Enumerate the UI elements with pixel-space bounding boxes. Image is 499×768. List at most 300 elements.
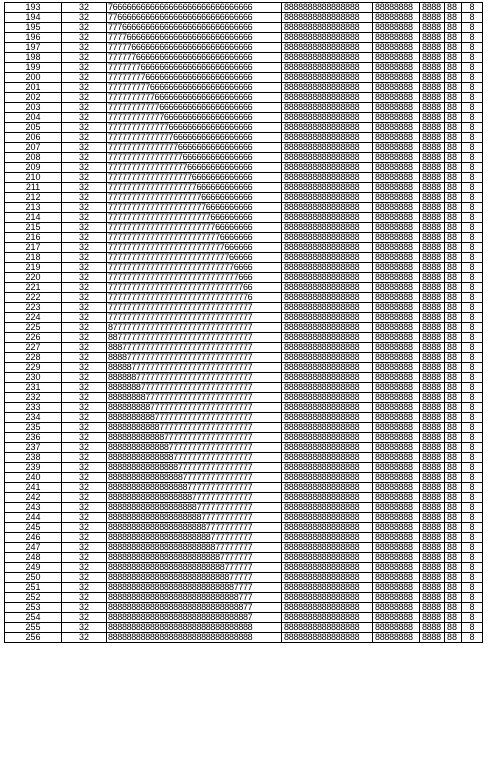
index-cell: 248 — [5, 553, 62, 563]
hex4-cell: 8888 — [420, 253, 445, 263]
hex8-cell: 88888888 — [373, 273, 420, 283]
index-cell: 252 — [5, 593, 62, 603]
pattern-cell: 8888888888888888888777777777777 — [107, 503, 282, 513]
hex2-cell: 88 — [445, 183, 462, 193]
hex8-cell: 88888888 — [373, 543, 420, 553]
hex16-cell: 8888888888888888 — [282, 513, 373, 523]
hex8-cell: 88888888 — [373, 173, 420, 183]
pattern-cell: 7777777666666666666666666666666 — [107, 63, 282, 73]
index-cell: 241 — [5, 483, 62, 493]
hex4-cell: 8888 — [420, 113, 445, 123]
hex16-cell: 8888888888888888 — [282, 233, 373, 243]
width-cell: 32 — [62, 423, 107, 433]
hex8-cell: 88888888 — [373, 353, 420, 363]
index-cell: 250 — [5, 573, 62, 583]
pattern-cell: 8888888888888888888888888877777 — [107, 573, 282, 583]
hex4-cell: 8888 — [420, 123, 445, 133]
width-cell: 32 — [62, 293, 107, 303]
hex1-cell: 8 — [462, 563, 483, 573]
width-cell: 32 — [62, 373, 107, 383]
index-cell: 212 — [5, 193, 62, 203]
hex1-cell: 8 — [462, 393, 483, 403]
hex4-cell: 8888 — [420, 593, 445, 603]
table-row — [5, 193, 483, 203]
hex2-cell: 88 — [445, 3, 462, 13]
hex2-cell: 88 — [445, 473, 462, 483]
table-row — [5, 623, 483, 633]
table-row — [5, 483, 483, 493]
hex8-cell: 88888888 — [373, 213, 420, 223]
index-cell: 237 — [5, 443, 62, 453]
hex2-cell: 88 — [445, 513, 462, 523]
table-row — [5, 303, 483, 313]
hex1-cell: 8 — [462, 453, 483, 463]
width-cell: 32 — [62, 513, 107, 523]
hex1-cell: 8 — [462, 333, 483, 343]
width-cell: 32 — [62, 93, 107, 103]
hex2-cell: 88 — [445, 463, 462, 473]
hex2-cell: 88 — [445, 363, 462, 373]
hex4-cell: 8888 — [420, 623, 445, 633]
index-cell: 230 — [5, 373, 62, 383]
index-cell: 215 — [5, 223, 62, 233]
hex1-cell: 8 — [462, 403, 483, 413]
hex8-cell: 88888888 — [373, 583, 420, 593]
index-cell: 209 — [5, 163, 62, 173]
pattern-cell: 7777777777777777777777766666666 — [107, 223, 282, 233]
hex4-cell: 8888 — [420, 613, 445, 623]
hex16-cell: 8888888888888888 — [282, 413, 373, 423]
hex16-cell: 8888888888888888 — [282, 253, 373, 263]
hex1-cell: 8 — [462, 233, 483, 243]
table-row — [5, 513, 483, 523]
hex8-cell: 88888888 — [373, 333, 420, 343]
index-cell: 220 — [5, 273, 62, 283]
hex8-cell: 88888888 — [373, 573, 420, 583]
table-row — [5, 503, 483, 513]
hex2-cell: 88 — [445, 203, 462, 213]
width-cell: 32 — [62, 463, 107, 473]
table-row — [5, 113, 483, 123]
hex1-cell: 8 — [462, 303, 483, 313]
hex4-cell: 8888 — [420, 413, 445, 423]
hex16-cell: 8888888888888888 — [282, 63, 373, 73]
hex8-cell: 88888888 — [373, 43, 420, 53]
width-cell: 32 — [62, 543, 107, 553]
hex4-cell: 8888 — [420, 143, 445, 153]
hex16-cell: 8888888888888888 — [282, 623, 373, 633]
table-row — [5, 83, 483, 93]
width-cell: 32 — [62, 503, 107, 513]
hex1-cell: 8 — [462, 343, 483, 353]
width-cell: 32 — [62, 223, 107, 233]
table-row — [5, 563, 483, 573]
hex4-cell: 8888 — [420, 203, 445, 213]
hex2-cell: 88 — [445, 23, 462, 33]
hex2-cell: 88 — [445, 603, 462, 613]
hex8-cell: 88888888 — [373, 223, 420, 233]
index-cell: 232 — [5, 393, 62, 403]
hex16-cell: 8888888888888888 — [282, 283, 373, 293]
hex8-cell: 88888888 — [373, 203, 420, 213]
hex8-cell: 88888888 — [373, 293, 420, 303]
hex16-cell: 8888888888888888 — [282, 303, 373, 313]
index-cell: 234 — [5, 413, 62, 423]
hex2-cell: 88 — [445, 443, 462, 453]
width-cell: 32 — [62, 433, 107, 443]
hex2-cell: 88 — [445, 313, 462, 323]
pattern-cell: 7777777777777776666666666666666 — [107, 143, 282, 153]
pattern-cell: 8888888888888888888888888888888 — [107, 633, 282, 643]
table-row — [5, 543, 483, 553]
pattern-cell: 7766666666666666666666666666666 — [107, 13, 282, 23]
index-cell: 225 — [5, 323, 62, 333]
hex2-cell: 88 — [445, 613, 462, 623]
hex4-cell: 8888 — [420, 103, 445, 113]
width-cell: 32 — [62, 603, 107, 613]
hex16-cell: 8888888888888888 — [282, 33, 373, 43]
table-row — [5, 633, 483, 643]
hex1-cell: 8 — [462, 223, 483, 233]
hex2-cell: 88 — [445, 483, 462, 493]
hex1-cell: 8 — [462, 213, 483, 223]
table-row — [5, 53, 483, 63]
width-cell: 32 — [62, 53, 107, 63]
hex16-cell: 8888888888888888 — [282, 43, 373, 53]
table-row — [5, 373, 483, 383]
width-cell: 32 — [62, 333, 107, 343]
pattern-cell: 8888888888888888888888888887777 — [107, 583, 282, 593]
pattern-cell: 7777777777777777777777777777766 — [107, 283, 282, 293]
width-cell: 32 — [62, 63, 107, 73]
hex8-cell: 88888888 — [373, 153, 420, 163]
hex16-cell: 8888888888888888 — [282, 443, 373, 453]
hex4-cell: 8888 — [420, 363, 445, 373]
width-cell: 32 — [62, 253, 107, 263]
hex8-cell: 88888888 — [373, 633, 420, 643]
hex8-cell: 88888888 — [373, 613, 420, 623]
hex1-cell: 8 — [462, 473, 483, 483]
table-row — [5, 403, 483, 413]
width-cell: 32 — [62, 103, 107, 113]
pattern-cell: 8888888888888777777777777777777 — [107, 443, 282, 453]
hex1-cell: 8 — [462, 103, 483, 113]
hex1-cell: 8 — [462, 383, 483, 393]
hex2-cell: 88 — [445, 403, 462, 413]
hex4-cell: 8888 — [420, 233, 445, 243]
hex8-cell: 88888888 — [373, 123, 420, 133]
hex1-cell: 8 — [462, 633, 483, 643]
table-row — [5, 523, 483, 533]
index-cell: 247 — [5, 543, 62, 553]
hex2-cell: 88 — [445, 503, 462, 513]
hex4-cell: 8888 — [420, 53, 445, 63]
width-cell: 32 — [62, 123, 107, 133]
hex16-cell: 8888888888888888 — [282, 193, 373, 203]
hex2-cell: 88 — [445, 243, 462, 253]
table-row — [5, 453, 483, 463]
hex1-cell: 8 — [462, 593, 483, 603]
index-cell: 216 — [5, 233, 62, 243]
pattern-cell: 7777777777777777777776666666666 — [107, 203, 282, 213]
index-cell: 239 — [5, 463, 62, 473]
hex8-cell: 88888888 — [373, 83, 420, 93]
table-row — [5, 133, 483, 143]
hex4-cell: 8888 — [420, 43, 445, 53]
hex2-cell: 88 — [445, 423, 462, 433]
pattern-cell: 7777776666666666666666666666666 — [107, 53, 282, 63]
hex16-cell: 8888888888888888 — [282, 343, 373, 353]
hex4-cell: 8888 — [420, 243, 445, 253]
pattern-cell: 7777777777777777777777777666666 — [107, 243, 282, 253]
table-row — [5, 233, 483, 243]
hex2-cell: 88 — [445, 53, 462, 63]
hex16-cell: 8888888888888888 — [282, 473, 373, 483]
hex16-cell: 8888888888888888 — [282, 173, 373, 183]
table-row — [5, 123, 483, 133]
hex1-cell: 8 — [462, 363, 483, 373]
hex2-cell: 88 — [445, 73, 462, 83]
hex4-cell: 8888 — [420, 393, 445, 403]
width-cell: 32 — [62, 163, 107, 173]
width-cell: 32 — [62, 43, 107, 53]
width-cell: 32 — [62, 303, 107, 313]
table-row — [5, 593, 483, 603]
hex2-cell: 88 — [445, 193, 462, 203]
pattern-cell: 7777777777777777666666666666666 — [107, 153, 282, 163]
width-cell: 32 — [62, 573, 107, 583]
hex1-cell: 8 — [462, 173, 483, 183]
hex2-cell: 88 — [445, 263, 462, 273]
pattern-cell: 8877777777777777777777777777777 — [107, 333, 282, 343]
index-cell: 221 — [5, 283, 62, 293]
pattern-cell: 8888888888888888777777777777777 — [107, 473, 282, 483]
width-cell: 32 — [62, 173, 107, 183]
width-cell: 32 — [62, 183, 107, 193]
pattern-cell: 7777777776666666666666666666666 — [107, 83, 282, 93]
hex16-cell: 8888888888888888 — [282, 313, 373, 323]
hex16-cell: 8888888888888888 — [282, 433, 373, 443]
hex1-cell: 8 — [462, 483, 483, 493]
hex1-cell: 8 — [462, 463, 483, 473]
width-cell: 32 — [62, 243, 107, 253]
hex2-cell: 88 — [445, 293, 462, 303]
hex16-cell: 8888888888888888 — [282, 133, 373, 143]
width-cell: 32 — [62, 313, 107, 323]
pattern-cell: 8888888888888888888888888777777 — [107, 563, 282, 573]
hex1-cell: 8 — [462, 113, 483, 123]
hex8-cell: 88888888 — [373, 443, 420, 453]
hex1-cell: 8 — [462, 283, 483, 293]
width-cell: 32 — [62, 413, 107, 423]
table-body — [5, 3, 483, 643]
hex4-cell: 8888 — [420, 513, 445, 523]
index-cell: 217 — [5, 243, 62, 253]
hex2-cell: 88 — [445, 213, 462, 223]
hex4-cell: 8888 — [420, 263, 445, 273]
width-cell: 32 — [62, 623, 107, 633]
index-cell: 207 — [5, 143, 62, 153]
hex16-cell: 8888888888888888 — [282, 363, 373, 373]
width-cell: 32 — [62, 453, 107, 463]
table-row — [5, 283, 483, 293]
hex4-cell: 8888 — [420, 443, 445, 453]
hex4-cell: 8888 — [420, 153, 445, 163]
index-cell: 255 — [5, 623, 62, 633]
table-row — [5, 143, 483, 153]
width-cell: 32 — [62, 393, 107, 403]
hex16-cell: 8888888888888888 — [282, 3, 373, 13]
index-cell: 243 — [5, 503, 62, 513]
hex1-cell: 8 — [462, 73, 483, 83]
hex1-cell: 8 — [462, 513, 483, 523]
hex4-cell: 8888 — [420, 163, 445, 173]
width-cell: 32 — [62, 383, 107, 393]
hex8-cell: 88888888 — [373, 13, 420, 23]
width-cell: 32 — [62, 593, 107, 603]
hex4-cell: 8888 — [420, 543, 445, 553]
index-cell: 242 — [5, 493, 62, 503]
pattern-cell: 7777777777777777777777666666666 — [107, 213, 282, 223]
hex1-cell: 8 — [462, 243, 483, 253]
hex8-cell: 88888888 — [373, 183, 420, 193]
table-row — [5, 333, 483, 343]
width-cell: 32 — [62, 143, 107, 153]
hex2-cell: 88 — [445, 343, 462, 353]
hex1-cell: 8 — [462, 193, 483, 203]
pattern-cell: 8888888888877777777777777777777 — [107, 423, 282, 433]
hex2-cell: 88 — [445, 383, 462, 393]
hex2-cell: 88 — [445, 553, 462, 563]
hex16-cell: 8888888888888888 — [282, 583, 373, 593]
hex1-cell: 8 — [462, 613, 483, 623]
hex8-cell: 88888888 — [373, 303, 420, 313]
width-cell: 32 — [62, 583, 107, 593]
table-row — [5, 33, 483, 43]
index-cell: 214 — [5, 213, 62, 223]
table-row — [5, 273, 483, 283]
pattern-cell: 8888888888888888877777777777777 — [107, 483, 282, 493]
hex1-cell: 8 — [462, 413, 483, 423]
hex2-cell: 88 — [445, 63, 462, 73]
index-cell: 200 — [5, 73, 62, 83]
index-cell: 219 — [5, 263, 62, 273]
hex16-cell: 8888888888888888 — [282, 383, 373, 393]
table-row — [5, 13, 483, 23]
hex16-cell: 8888888888888888 — [282, 13, 373, 23]
hex1-cell: 8 — [462, 83, 483, 93]
hex8-cell: 88888888 — [373, 233, 420, 243]
table-row — [5, 243, 483, 253]
pattern-cell: 7777777777666666666666666666666 — [107, 93, 282, 103]
index-cell: 244 — [5, 513, 62, 523]
hex8-cell: 88888888 — [373, 393, 420, 403]
hex2-cell: 88 — [445, 353, 462, 363]
hex1-cell: 8 — [462, 373, 483, 383]
hex1-cell: 8 — [462, 313, 483, 323]
hex16-cell: 8888888888888888 — [282, 183, 373, 193]
width-cell: 32 — [62, 193, 107, 203]
hex8-cell: 88888888 — [373, 463, 420, 473]
hex16-cell: 8888888888888888 — [282, 163, 373, 173]
hex4-cell: 8888 — [420, 503, 445, 513]
index-cell: 210 — [5, 173, 62, 183]
hex1-cell: 8 — [462, 33, 483, 43]
width-cell: 32 — [62, 353, 107, 363]
hex8-cell: 88888888 — [373, 3, 420, 13]
hex8-cell: 88888888 — [373, 553, 420, 563]
hex1-cell: 8 — [462, 423, 483, 433]
hex8-cell: 88888888 — [373, 483, 420, 493]
index-cell: 256 — [5, 633, 62, 643]
hex1-cell: 8 — [462, 183, 483, 193]
hex2-cell: 88 — [445, 493, 462, 503]
hex8-cell: 88888888 — [373, 363, 420, 373]
hex2-cell: 88 — [445, 543, 462, 553]
table-row — [5, 493, 483, 503]
pattern-cell: 7777777766666666666666666666666 — [107, 73, 282, 83]
pattern-cell: 7777777777777777776666666666666 — [107, 173, 282, 183]
hex2-cell: 88 — [445, 593, 462, 603]
width-cell: 32 — [62, 483, 107, 493]
table-row — [5, 473, 483, 483]
index-cell: 204 — [5, 113, 62, 123]
hex1-cell: 8 — [462, 123, 483, 133]
hex8-cell: 88888888 — [373, 403, 420, 413]
index-cell: 229 — [5, 363, 62, 373]
table-row — [5, 203, 483, 213]
hex1-cell: 8 — [462, 93, 483, 103]
hex4-cell: 8888 — [420, 323, 445, 333]
hex1-cell: 8 — [462, 573, 483, 583]
pattern-cell: 8888877777777777777777777777777 — [107, 363, 282, 373]
index-cell: 198 — [5, 53, 62, 63]
table-row — [5, 63, 483, 73]
pattern-cell: 8888888888888888888888877777777 — [107, 543, 282, 553]
index-cell: 195 — [5, 23, 62, 33]
index-cell: 201 — [5, 83, 62, 93]
hex8-cell: 88888888 — [373, 33, 420, 43]
hex4-cell: 8888 — [420, 283, 445, 293]
hex4-cell: 8888 — [420, 333, 445, 343]
hex8-cell: 88888888 — [373, 263, 420, 273]
hex8-cell: 88888888 — [373, 493, 420, 503]
hex4-cell: 8888 — [420, 93, 445, 103]
pattern-cell: 8888888888888888887777777777777 — [107, 493, 282, 503]
pattern-cell: 8888888888888888888888888888887 — [107, 613, 282, 623]
hex4-cell: 8888 — [420, 193, 445, 203]
table-row — [5, 263, 483, 273]
pattern-cell: 8888887777777777777777777777777 — [107, 373, 282, 383]
index-cell: 251 — [5, 583, 62, 593]
hex4-cell: 8888 — [420, 473, 445, 483]
index-cell: 231 — [5, 383, 62, 393]
table-row — [5, 423, 483, 433]
hex4-cell: 8888 — [420, 633, 445, 643]
pattern-cell: 8888888887777777777777777777777 — [107, 403, 282, 413]
hex16-cell: 8888888888888888 — [282, 83, 373, 93]
hex2-cell: 88 — [445, 113, 462, 123]
hex16-cell: 8888888888888888 — [282, 423, 373, 433]
width-cell: 32 — [62, 473, 107, 483]
hex4-cell: 8888 — [420, 453, 445, 463]
width-cell: 32 — [62, 633, 107, 643]
hex2-cell: 88 — [445, 433, 462, 443]
hex8-cell: 88888888 — [373, 323, 420, 333]
hex8-cell: 88888888 — [373, 93, 420, 103]
hex4-cell: 8888 — [420, 573, 445, 583]
pattern-cell: 8888888888888888888877777777777 — [107, 513, 282, 523]
